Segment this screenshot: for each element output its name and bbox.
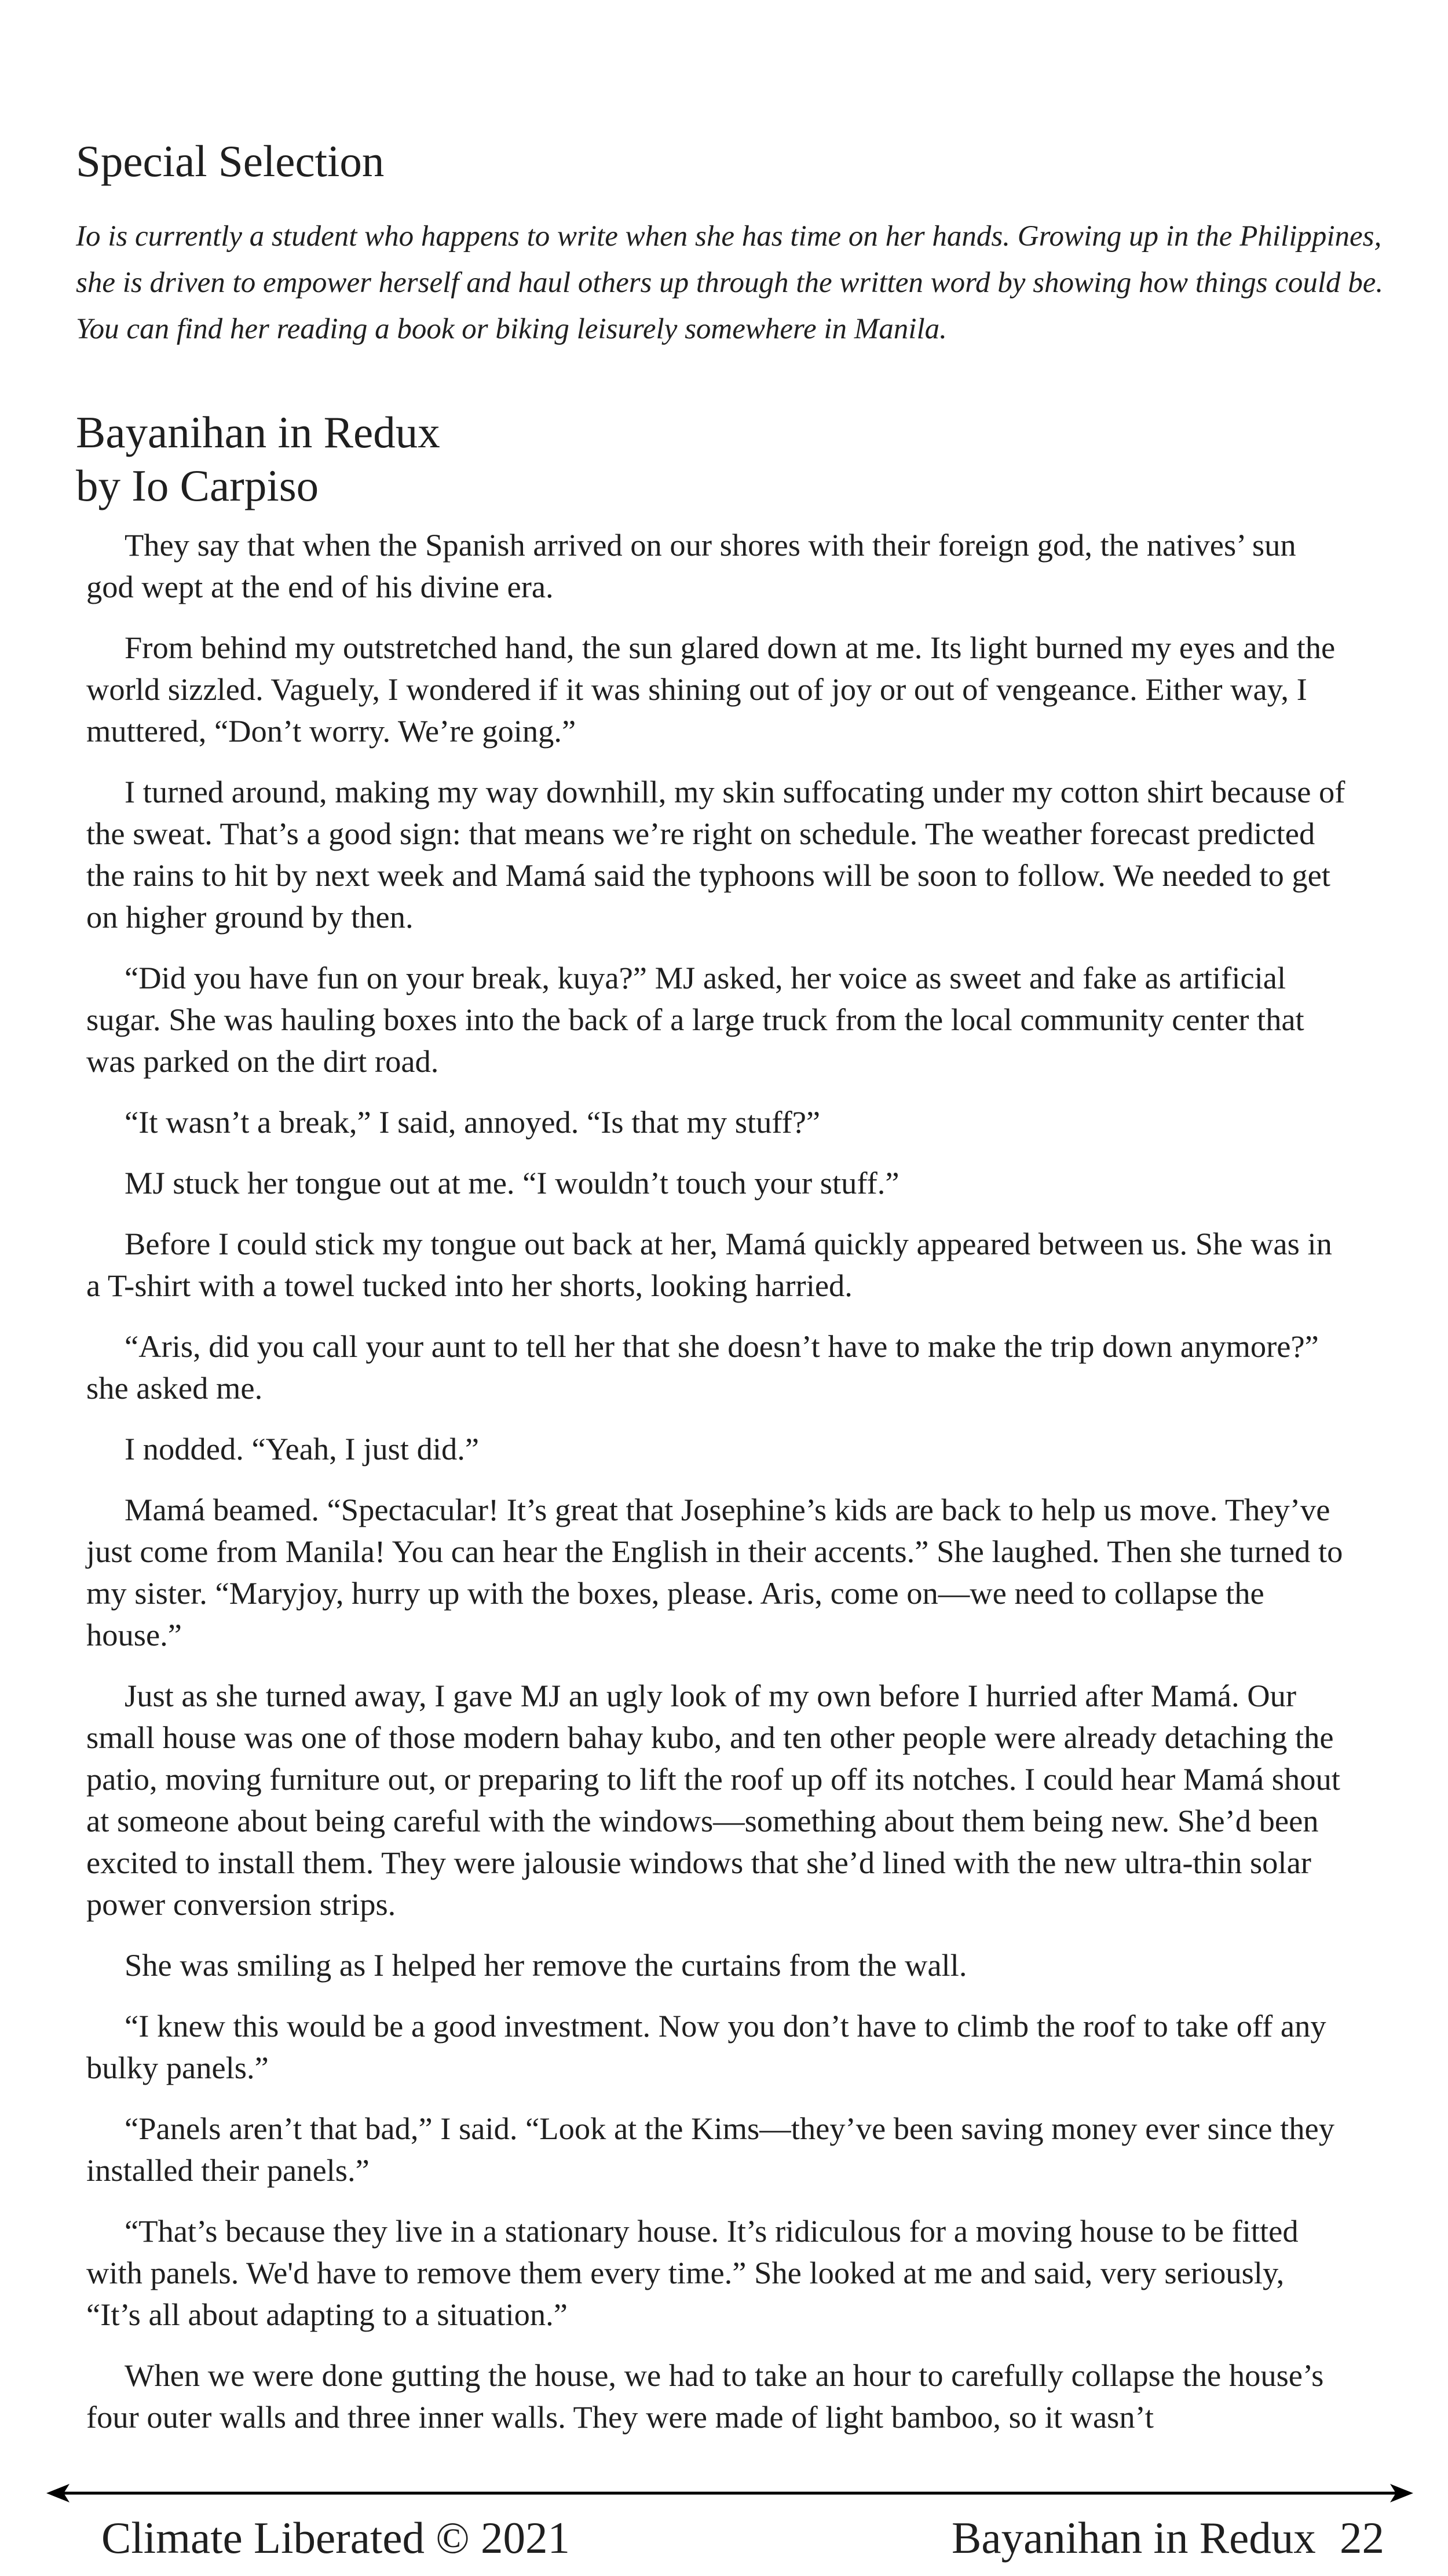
footer-running-head (952, 2512, 1384, 2564)
paragraph: “I knew this would be a good investment. Now you don’t have to climb the roof to take off any bulky panels.” (86, 2008, 1326, 2085)
story-heading (76, 406, 440, 512)
page-number: 22 (1340, 2513, 1384, 2563)
paragraph: “It wasn’t a break,” I said, annoyed. “Is that my stuff?” (125, 1104, 821, 1140)
footer-running-title: Bayanihan in Redux (952, 2513, 1316, 2563)
paragraph: “Panels aren’t that bad,” I said. “Look at the Kims—they’ve been saving money ever since they installed their panels.” (86, 2111, 1334, 2188)
paragraph: She was smiling as I helped her remove the curtains from the wall. (125, 1947, 967, 1983)
paragraph: They say that when the Spanish arrived on our shores with their foreign god, the natives’ sun god wept at the end of his divine era. (86, 527, 1296, 604)
paragraph: Before I could stick my tongue out back at her, Mamá quickly appeared between us. She was in a T-shirt with a towel tucked into her shorts, looking harried. (86, 1226, 1332, 1303)
paragraph: “Aris, did you call your aunt to tell her that she doesn’t have to make the trip down anymore?” she asked me. (86, 1329, 1319, 1406)
paragraph: MJ stuck her tongue out at me. “I wouldn’t touch your stuff.” (125, 1165, 899, 1201)
section-label: Special Selection (76, 136, 385, 186)
story-title: Bayanihan in Redux (76, 407, 440, 457)
paragraph: From behind my outstretched hand, the sun glared down at me. Its light burned my eyes and the world sizzled. Vaguely, I wondered if it was shining out of joy or out of vengeance. Either way, I muttered, “Don’t worry. We’re going.” (86, 630, 1336, 749)
paragraph: Mamá beamed. “Spectacular! It’s great that Josephine’s kids are back to help us move. They’ve just come from Manila! You can hear the English in their accents.” She laughed. Then she turned to my sister. “Maryjoy, hurry up with the boxes, please. Aris, come on—we need to collapse the house.” (86, 1492, 1343, 1652)
paragraph: I nodded. “Yeah, I just did.” (125, 1431, 480, 1466)
paragraph: Just as she turned away, I gave MJ an ugly look of my own before I hurried after Mamá. Our small house was one of those modern bahay kubo, and ten other people were already detaching the patio, moving furniture out, or preparing to lift the roof up off its notches. I could hear Mamá shout at someone about being careful with the windows—something about them being new. She’d been excited to install them. They were jalousie windows that she’d lined with the new ultra-thin solar power conversion strips. (86, 1678, 1340, 1922)
footer-publication: Climate Liberated © 2021 (101, 2513, 571, 2563)
paragraph: When we were done gutting the house, we had to take an hour to carefully collapse the house’s four outer walls and three inner walls. They were made of light bamboo, so it wasn’t (86, 2358, 1324, 2435)
paragraph: “Did you have fun on your break, kuya?” MJ asked, her voice as sweet and fake as artificial sugar. She was hauling boxes into the back of a large truck from the local community center that was parked on the dirt road. (86, 960, 1304, 1079)
author-bio: Io is currently a student who happens to write when she has time on her hands. Growing up in the Philippines, she is driven to empower herself and haul others up through the written word by showing how things could be. You can find her reading a book or biking leisurely somewhere in Manila. (76, 220, 1384, 345)
paragraph: “That’s because they live in a stationary house. It’s ridiculous for a moving house to be fitted with panels. We'd have to remove them every time.” She looked at me and said, very seriously, “It’s all about adapting to a situation.” (86, 2213, 1299, 2332)
story-body (86, 524, 1346, 2457)
story-byline: by Io Carpiso (76, 461, 319, 510)
footer-arrow-rule (46, 2482, 1413, 2505)
paragraph: I turned around, making my way downhill, my skin suffocating under my cotton shirt because of the sweat. That’s a good sign: that means we’re right on schedule. The weather forecast predicted the rains to hit by next week and Mamá said the typhoons will be soon to follow. We needed to get on higher ground by then. (86, 774, 1345, 935)
